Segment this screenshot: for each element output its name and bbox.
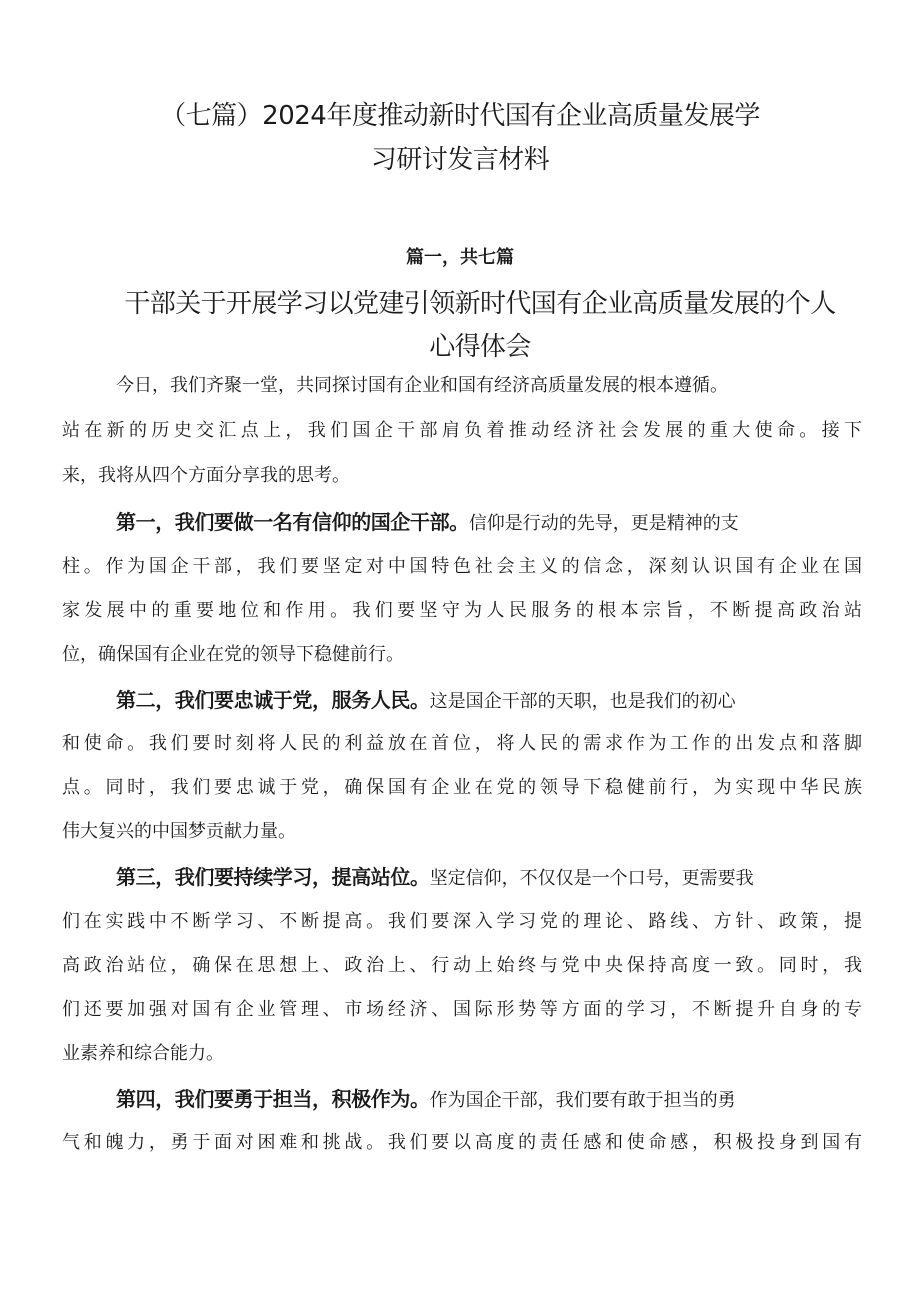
paragraph-text: 坚定信仰，不仅仅是一个口号，更需要我 bbox=[429, 868, 754, 889]
paragraph-line: 们在实践中不断学习、不断提高。我们要深入学习党的理论、路线、方针、政策，提 bbox=[62, 911, 862, 932]
paragraph-line: 来，我将从四个方面分享我的思考。 bbox=[62, 465, 350, 486]
paragraph-line: 站在新的历史交汇点上，我们国企干部肩负着推动经济社会发展的重大使命。接下 bbox=[62, 420, 862, 441]
paragraph-first-line bbox=[116, 1082, 862, 1116]
paragraph-line: 和使命。我们要时刻将人民的利益放在首位，将人民的需求作为工作的出发点和落脚 bbox=[62, 733, 862, 754]
paragraph-lead: 第一，我们要做一名有信仰的国企干部。 bbox=[116, 510, 469, 534]
section-label: 篇一，共七篇 bbox=[406, 247, 514, 268]
paragraph-first-line bbox=[116, 683, 862, 717]
paragraph-text: 信仰是行动的先导，更是精神的支 bbox=[468, 513, 739, 534]
paragraph-line: 业素养和综合能力。 bbox=[62, 1043, 224, 1064]
document-title-line-1: （七篇）2024年度推动新时代国有企业高质量发展学 bbox=[160, 101, 760, 131]
paragraph-line: 位，确保国有企业在党的领导下稳健前行。 bbox=[62, 644, 404, 665]
paragraph-line: 气和魄力，勇于面对困难和挑战。我们要以高度的责任感和使命感，积极投身到国有 bbox=[62, 1132, 862, 1153]
paragraph-text: 这是国企干部的天职，也是我们的初心 bbox=[429, 691, 736, 712]
paragraph-line: 点。同时，我们要忠诚于党，确保国有企业在党的领导下稳健前行，为实现中华民族 bbox=[62, 777, 862, 798]
paragraph-first-line bbox=[116, 860, 862, 894]
paragraph-line: 伟大复兴的中国梦贡献力量。 bbox=[62, 821, 296, 842]
document-title-line-2: 习研讨发言材料 bbox=[370, 145, 550, 175]
paragraph-lead: 第二，我们要忠诚于党，服务人民。 bbox=[116, 688, 430, 712]
paragraph-text: 作为国企干部，我们要有敢于担当的勇 bbox=[429, 1090, 736, 1111]
paragraph-lead: 第四，我们要勇于担当，积极作为。 bbox=[116, 1087, 430, 1111]
article-title-line-2: 心得体会 bbox=[429, 332, 531, 362]
paragraph-line: 今日，我们齐聚一堂，共同探讨国有企业和国有经济高质量发展的根本遵循。 bbox=[116, 375, 728, 396]
paragraph-line: 们还要加强对国有企业管理、市场经济、国际形势等方面的学习，不断提升自身的专 bbox=[62, 999, 862, 1020]
paragraph-lead: 第三，我们要持续学习，提高站位。 bbox=[116, 865, 430, 889]
paragraph-first-line bbox=[116, 505, 862, 539]
paragraph-line: 家发展中的重要地位和作用。我们要坚守为人民服务的根本宗旨，不断提高政治站 bbox=[62, 600, 862, 621]
paragraph-line: 高政治站位，确保在思想上、政治上、行动上始终与党中央保持高度一致。同时，我 bbox=[62, 955, 862, 976]
article-title-line-1: 干部关于开展学习以党建引领新时代国有企业高质量发展的个人 bbox=[124, 289, 836, 319]
paragraph-line: 柱。作为国企干部，我们要坚定对中国特色社会主义的信念，深刻认识国有企业在国 bbox=[62, 556, 862, 577]
